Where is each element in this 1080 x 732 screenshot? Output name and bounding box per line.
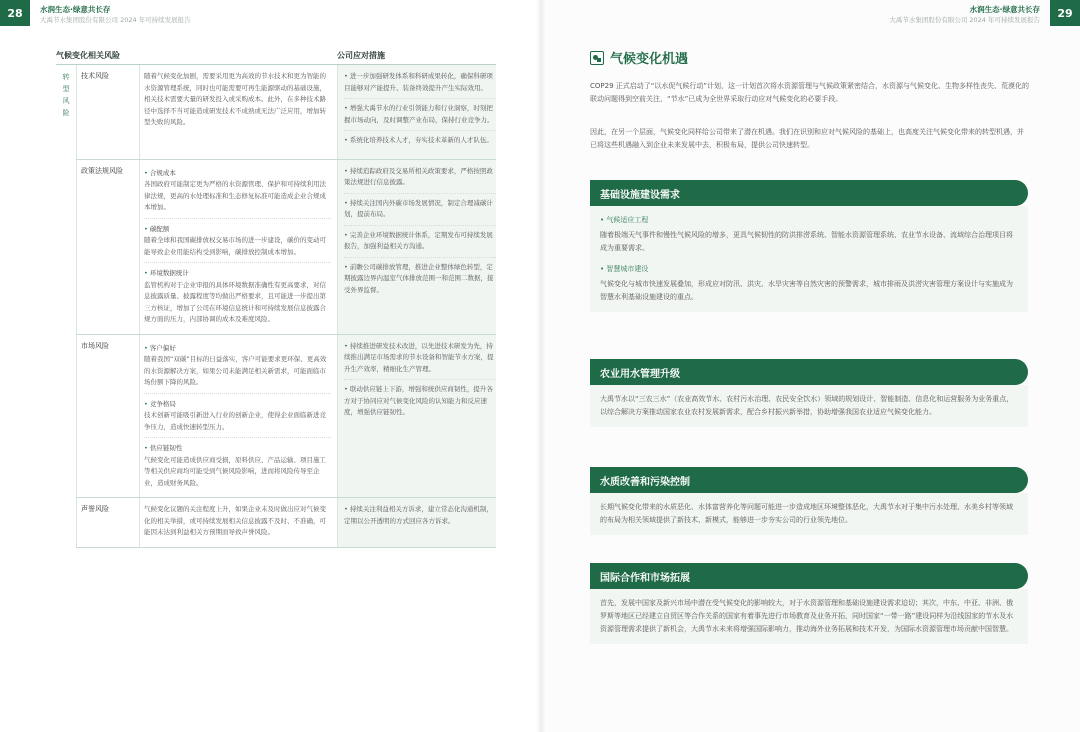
response-item: • 前瞻公司碳排放管理，推进企业整体绿色转型，定期披露边界内温室气体排放范围一和范围二数据，接受外界监督。	[344, 262, 496, 301]
risk-subtype: 市场风险	[76, 335, 139, 498]
response-item: • 持续推进研发技术改进，以先进技术研发为先，持续推出满足市场需求的节水设备和智能节水方案，提升生产效率，精细化生产管理。	[344, 341, 496, 381]
risk-item-text: 气候变化议题的关注程度上升，如果企业未及时做出应对气候变化的相关举措，或可持续发展相关信息披露不及时、不准确，可能因未达到利益相关方预期而导致声誉风险。	[144, 505, 326, 536]
risk-description-block	[144, 343, 331, 389]
section-item	[600, 501, 1018, 527]
table-row	[76, 498, 496, 548]
risk-table	[56, 64, 496, 548]
risk-description-block	[144, 168, 331, 214]
risk-item-text: 技术创新可能吸引新进入行业的创新企业，使得企业面临新进竞争压力，造成快速转型压力。	[144, 411, 326, 431]
page-number-right: 29	[1050, 0, 1080, 26]
response-item: • 增强大禹节水的行业引领能力和行业洞察，时刻把握市场动向，及时调整产业布局，保持行业竞争力。	[344, 103, 496, 131]
section-item-text: 随着极端天气事件和慢性气候风险的增多，更具气候韧性的防洪排涝系统、智能水资源管理系统、农业节水设备、流域综合治理项目将成为重要需求。	[600, 231, 1013, 252]
risk-category-label	[56, 71, 76, 119]
header-right-subtitle: 大禹节水集团股份有限公司 2024 年可持续发展报告	[889, 16, 1040, 24]
section-item-text: 首先，发展中国家及新兴市场中潜在受气候变化的影响较大，对于水资源管理和基础设施建设需求迫切；其次，中东、中亚、非洲、俄罗斯等地区已经建立自贸区等合作关系的国家有着事先进行市场教育及业务开拓，同时国家“一带一路”建设同样为沿线国家的节水及水资源管理需求提供了新机会，大禹节水未来将增强国际影响力，推动海外业务拓展和技术开发，为国际水资源管理市场贡献中国智慧。	[600, 599, 1014, 633]
risk-category-char: 风	[62, 97, 70, 105]
opportunities-title	[590, 48, 688, 67]
section-item-text: 长期气候变化带来的水质恶化、水体富营养化等问题可能进一步造成地区环境整体恶化，大禹节水对于集中污水处理、水美乡村等领域的布局为相关领域提供了新技术、新模式，能够进一步夯实公司的行业领先地位。	[600, 503, 1013, 524]
risk-subtype: 声誉风险	[76, 498, 139, 547]
risk-description	[139, 335, 337, 498]
opportunity-section	[590, 563, 1028, 644]
risk-item-title: • 合规成本	[144, 168, 331, 180]
risk-item-title: • 环境数据统计	[144, 268, 331, 280]
response-item: • 持续追踪政府及交易所相关政策要求，严格按照政策法规进行信息披露。	[344, 166, 496, 194]
page-number-left: 28	[0, 0, 30, 26]
risk-item-text: 随着气候变化加剧，需要采用更为高效的节水技术和更为智能的水资源管理系统，同时也可能需要可再生能源驱动的基础设施，相关技术需要大量的研发投入或采购成本。此外，在多种技术路径中选择不当可能造成研发技术不成熟或无法广泛应用，增加转型失败的风险。	[144, 72, 326, 126]
response-measures	[337, 498, 496, 547]
response-item: • 联动供应链上下游，增强和统供应商韧性，提升各方对于协同应对气候变化风险的认知能力和反应速度，增强供应链韧性。	[344, 384, 496, 423]
response-item: • 持续关注利益相关方诉求，建立常态化沟通机制，定期以公开透明的方式回应各方诉求。	[344, 504, 496, 531]
response-measures	[337, 65, 496, 159]
header-left-subtitle: 大禹节水集团股份有限公司 2024 年可持续发展报告	[40, 16, 191, 24]
opportunity-icon	[590, 51, 604, 65]
risk-rows	[76, 65, 496, 548]
risk-description-block	[144, 504, 331, 539]
response-measures	[337, 335, 496, 498]
section-item	[600, 393, 1018, 419]
risk-description-block	[144, 262, 331, 326]
risk-subtype: 政策法规风险	[76, 160, 139, 334]
risk-description-block	[144, 437, 331, 489]
header-left	[40, 5, 191, 25]
section-title-bar: 基础设施建设需求	[590, 180, 1028, 206]
risk-item-title: • 供应链韧性	[144, 443, 331, 455]
response-item: • 进一步加强研发体系和科研成果转化，确保科研项目能够对产能提升、装备终效提升产生实际效用。	[344, 71, 496, 99]
risk-category-char: 型	[62, 85, 70, 93]
risk-item-title: • 客户偏好	[144, 343, 331, 355]
risk-category-char: 转	[62, 73, 70, 81]
risk-description-block	[144, 71, 331, 129]
section-item	[600, 263, 1018, 304]
response-item: • 完善企业环境数据统计体系，定期发布可持续发展报告，加强利益相关方沟通。	[344, 230, 496, 258]
response-item: • 持续关注国内外碳市场发展情况，制定合理减碳计划，提前布局。	[344, 198, 496, 226]
risk-item-text: 监管机构对于企业审报的具体环境数据准确性有更高要求，对信息披露质量、披露程度等均做出严格要求，且可能进一步提出第三方核证，增加了公司在环境信息统计和可持续发展信息披露合规方面的压力，内部协调的成本及难度风险。	[144, 280, 326, 323]
col-header-risks: 气候变化相关风险	[56, 51, 120, 60]
section-item-title: • 气候适应工程	[600, 214, 1018, 227]
risk-item-title: • 碳配额	[144, 224, 331, 236]
section-item-title: • 智慧城市建设	[600, 263, 1018, 276]
response-measures	[337, 160, 496, 334]
section-item-text: 大禹节水以“三农三水”（农业高效节水、农村污水治理、农民安全饮水）领域的规划设计、智能制造、信息化和运营服务为业务重点，以综合解决方案推动国家农业农村发展新需求，配合乡村振兴新举措，协助增强我国农业适应气候变化能力。	[600, 395, 1014, 416]
section-item-text: 气候变化与城市快速发展叠加，形成应对防汛、洪灾、水旱灾害等自然灾害的预警需求，城市排雨及洪涝灾害管理方案设计与实施成为智慧水利基础设施建设的重点。	[600, 280, 1013, 301]
risk-description-block	[144, 393, 331, 434]
header-left-title: 水润生态·绿意共长存	[40, 5, 111, 14]
intro-paragraph-1: COP29 正式启动了“以水促气候行动”计划，这一计划首次将水资源管理与气候政策紧密结合，水资源与气候变化、生物多样性丧失、荒漠化的联动问题得到空前关注，“节水”已成为全世界采取行动应对气候变化的必要手段。	[590, 82, 1030, 103]
section-title-bar: 国际合作和市场拓展	[590, 563, 1028, 589]
table-row	[76, 335, 496, 499]
section-body	[590, 385, 1028, 427]
intro-paragraph-2: 因此，在另一个层面，气候变化同样给公司带来了潜在机遇。我们在识别和应对气候风险的基础上，也高度关注气候变化带来的转型机遇，并已将这些机遇融入到企业未来发展中去，积极布局，提供公司快速转型。	[590, 128, 1024, 149]
opportunity-section	[590, 467, 1028, 535]
risk-item-text: 随着我国“双碳”目标的日益落实，客户可能要求更环保、更高效的水资源解决方案，如果公司未能满足相关新需求，可能面临市场份额下降的风险。	[144, 355, 327, 386]
header-right-title: 水润生态·绿意共长存	[969, 5, 1040, 14]
section-body	[590, 206, 1028, 312]
opportunity-section	[590, 180, 1028, 312]
risk-category-char: 险	[62, 109, 70, 117]
risk-description-block	[144, 218, 331, 259]
table-row	[76, 160, 496, 335]
section-item	[600, 597, 1018, 636]
risk-item-title: • 竞争格局	[144, 399, 331, 411]
risk-description	[139, 65, 337, 159]
risk-category	[56, 65, 76, 548]
risk-item-text: 气候变化可能造成供应商受损，原料供应、产品运输、项目施工等相关供应商均可能受到气候风险影响，进而将风险传导至企业，造成财务风险。	[144, 455, 326, 487]
risk-subtype: 技术风险	[76, 65, 139, 159]
page-gutter	[536, 0, 546, 732]
header-right	[889, 5, 1040, 25]
risk-item-text: 各国政府可能制定更为严格的水资源管理、保护和可持续利用法律法规，更高的水处理标准和生态修复标准可能造成企业合规成本增加。	[144, 180, 326, 211]
risk-item-text: 随着全球和我国碳排放权交易市场的进一步建设，碳价的变动可能导致企业用能结构受到影响，碳排放控制成本增加。	[144, 236, 326, 256]
section-title-bar: 农业用水管理升级	[590, 359, 1028, 385]
col-header-measures: 公司应对措施	[337, 51, 385, 60]
page-title: 气候变化机遇	[610, 52, 689, 67]
risk-description	[139, 498, 337, 547]
section-item	[600, 214, 1018, 255]
section-body	[590, 589, 1028, 644]
opportunity-section	[590, 359, 1028, 427]
section-body	[590, 493, 1028, 535]
response-item: • 系统化培养技术人才，夯实技术革新的人才队伍。	[344, 135, 496, 151]
section-title-bar: 水质改善和污染控制	[590, 467, 1028, 493]
table-row	[76, 65, 496, 160]
risk-description	[139, 160, 337, 334]
